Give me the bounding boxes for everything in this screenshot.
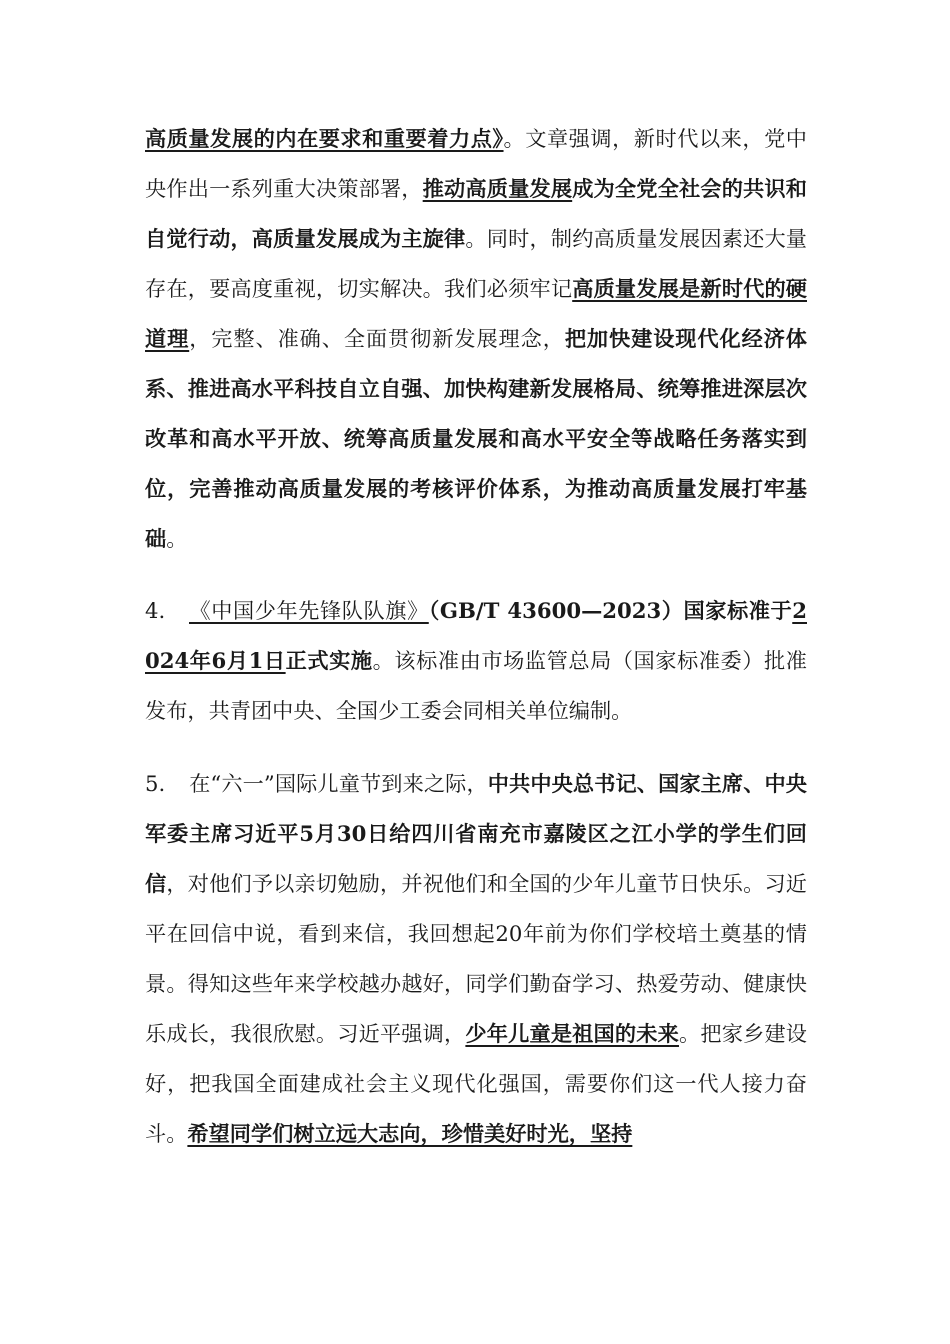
standard-code: （GB/T 43600—2023）国家标准于 bbox=[428, 598, 793, 623]
text-run: 。同时，制约高质量发展因素还大量存在，要高度重视，切实解决。我们必须牢记 bbox=[145, 226, 807, 301]
key-phrase: 正式实施 bbox=[285, 648, 373, 673]
paragraph-4 bbox=[145, 586, 807, 736]
text-run: 。该标准由市场监管总局（国家标准委）批准发布，共青团中央、全国少工委会同相关单位编制。 bbox=[145, 648, 807, 723]
key-phrase: 把加快建设现代化经济体系、推进高水平科技自立自强、加快构建新发展格局、统筹推进深层次改革和高水平开放、统筹高质量发展和高水平安全等战略任务落实到位，完善推动高质量发展的考核评价体系，为推动高质量发展打牢基础 bbox=[145, 326, 807, 551]
key-phrase: 少年儿童是祖国的未来 bbox=[465, 1021, 679, 1046]
text-run: 在“六一”国际儿童节到来之际， bbox=[189, 771, 488, 796]
key-phrase: 高质量发展是新时代的硬道理 bbox=[145, 276, 807, 351]
key-phrase: 推动高质量发展 bbox=[422, 176, 573, 201]
key-phrase: 希望同学们树立远大志向，珍惜美好时光，坚持 bbox=[187, 1121, 633, 1146]
key-phrase: 中共中央总书记、国家主席、中央军委主席习近平5月30日给四川省南充市嘉陵区之江小学的学生们回信 bbox=[145, 771, 807, 896]
article-title-tail: 高质量发展的内在要求和重要着力点》 bbox=[145, 126, 504, 151]
text-run: 。 bbox=[166, 526, 188, 551]
text-run: ，完整、准确、全面贯彻新发展理念， bbox=[189, 326, 565, 351]
text-run: ，对他们予以亲切勉励，并祝他们和全国的少年儿童节日快乐。习近平在回信中说，看到来信，我回想起20年前为你们学校培土奠基的情景。得知这些年来学校越办越好，同学们勤奋学习、热爱劳动、健康快乐成长，我很欣慰。习近平强调， bbox=[145, 871, 807, 1046]
paragraph-3 bbox=[145, 114, 807, 564]
item-number: 5. bbox=[145, 771, 166, 796]
item-number: 4. bbox=[145, 598, 166, 623]
effective-date: 2024年6月1日 bbox=[145, 598, 807, 673]
standard-title: 《中国少年先锋队队旗》 bbox=[189, 598, 429, 623]
text-run: 。把家乡建设好，把我国全面建成社会主义现代化强国，需要你们这一代人接力奋斗。 bbox=[145, 1021, 807, 1146]
text-run: 。文章强调，新时代以来，党中央作出一系列重大决策部署， bbox=[145, 126, 807, 201]
paragraph-5 bbox=[145, 759, 807, 1159]
key-phrase: 成为全党全社会的共识和自觉行动，高质量发展成为主旋律 bbox=[145, 176, 807, 251]
